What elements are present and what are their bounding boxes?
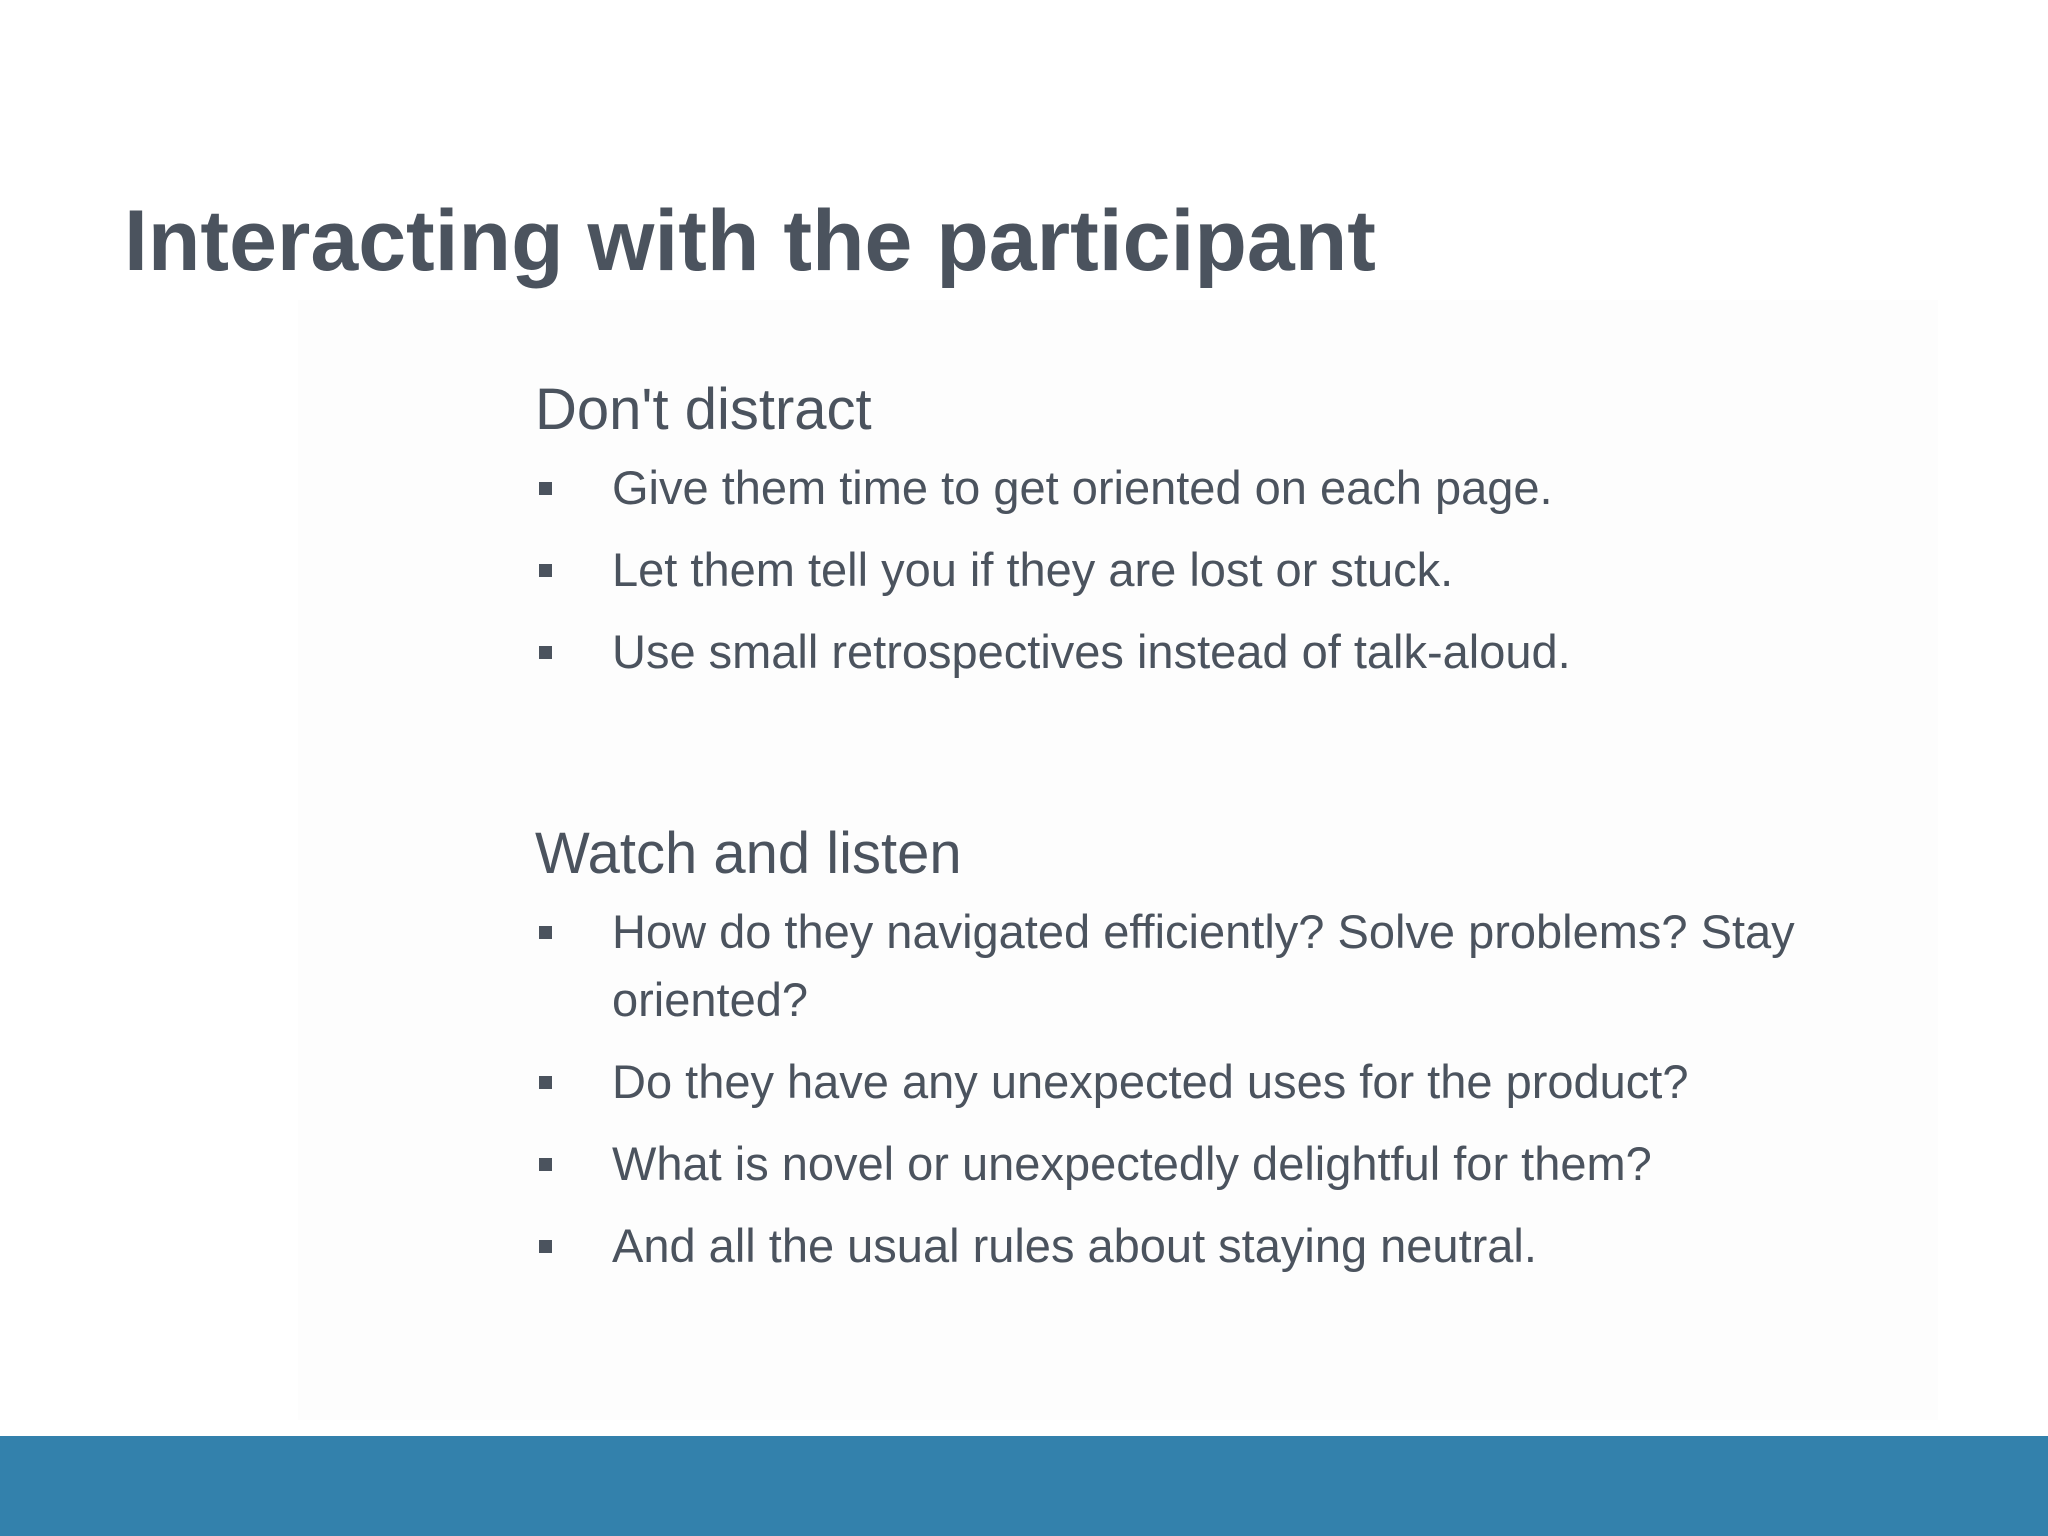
square-bullet-icon xyxy=(539,482,552,495)
dont-distract-section xyxy=(535,374,1930,700)
watch-and-listen-list xyxy=(535,898,1930,1280)
list-item-text: How do they navigated efficiently? Solve problems? Stay oriented? xyxy=(612,905,1795,1026)
list-item-text: Give them time to get oriented on each page. xyxy=(612,461,1553,514)
list-item-text: What is novel or unexpectedly delightful for them? xyxy=(612,1137,1652,1190)
list-item-text: Let them tell you if they are lost or stuck. xyxy=(612,543,1454,596)
list-item xyxy=(535,1212,1930,1280)
list-item xyxy=(535,1130,1930,1198)
list-item xyxy=(535,454,1930,522)
square-bullet-icon xyxy=(539,926,552,939)
watch-and-listen-section xyxy=(535,818,1930,1294)
dont-distract-list xyxy=(535,454,1930,686)
square-bullet-icon xyxy=(539,1076,552,1089)
list-item-text: Use small retrospectives instead of talk-aloud. xyxy=(612,625,1571,678)
square-bullet-icon xyxy=(539,1158,552,1171)
list-item xyxy=(535,618,1930,686)
watch-and-listen-heading: Watch and listen xyxy=(535,821,962,886)
slide-title: Interacting with the participant xyxy=(124,193,1376,289)
list-item xyxy=(535,536,1930,604)
list-item-text: And all the usual rules about staying neutral. xyxy=(612,1219,1537,1272)
list-item-text: Do they have any unexpected uses for the product? xyxy=(612,1055,1689,1108)
list-item xyxy=(535,898,1930,1034)
footer-accent-bar xyxy=(0,1436,2048,1536)
square-bullet-icon xyxy=(539,564,552,577)
square-bullet-icon xyxy=(539,1240,552,1253)
square-bullet-icon xyxy=(539,646,552,659)
dont-distract-heading: Don't distract xyxy=(535,377,872,442)
list-item xyxy=(535,1048,1930,1116)
